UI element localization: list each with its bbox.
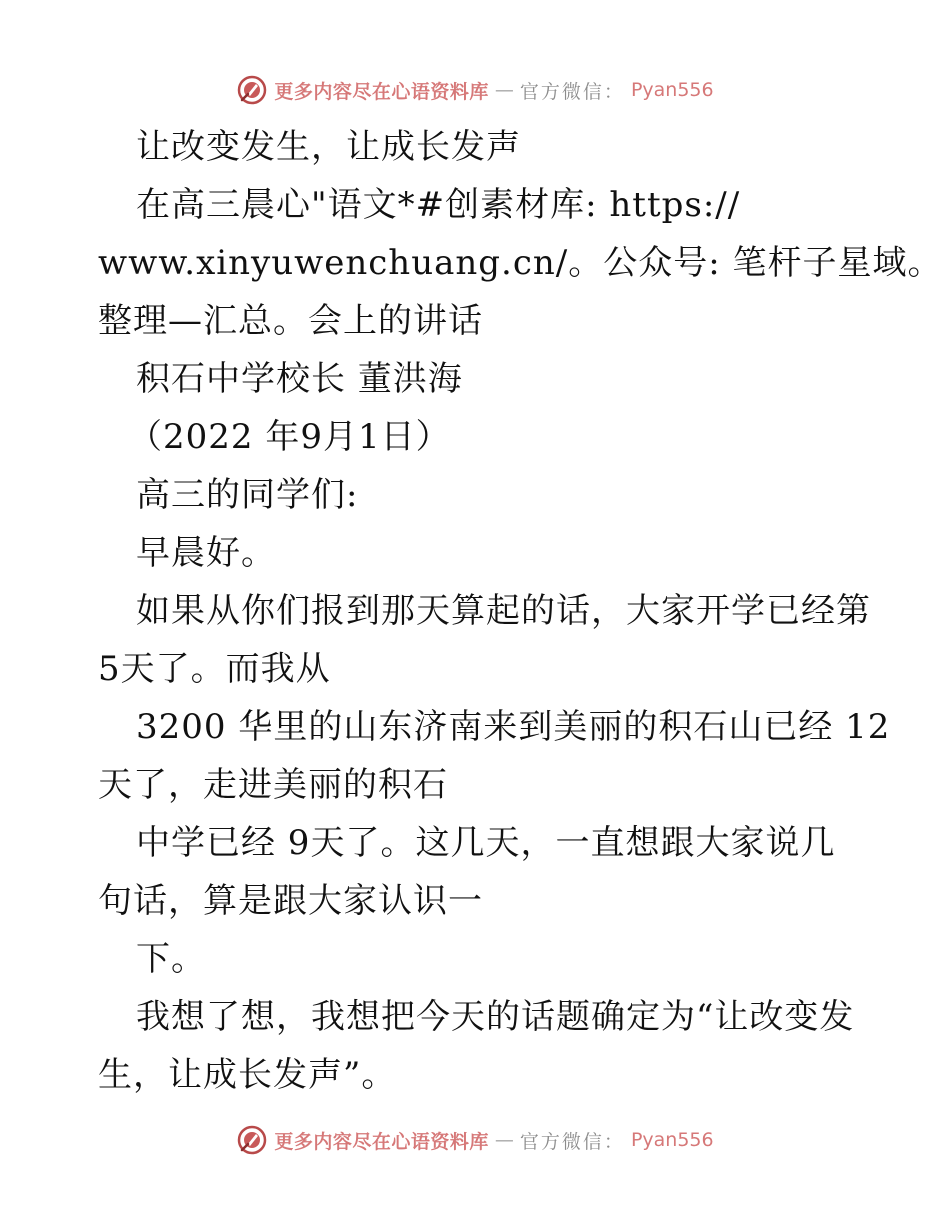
date-line: （2022 年9月1日） [128, 417, 451, 457]
pen-nib-circle-icon [236, 1124, 268, 1156]
watermark-main-text: 更多内容尽在心语资料库 [274, 1130, 489, 1153]
paragraph-line: 3200 华里的山东济南来到美丽的积石山已经 12 [136, 707, 891, 747]
watermark-main-text: 更多内容尽在心语资料库 [274, 80, 489, 103]
paragraph-line: 5天了。而我从 [98, 649, 331, 689]
salutation-line: 高三的同学们: [136, 475, 359, 515]
watermark-separator: — [494, 79, 514, 101]
watermark-label: 官方微信： [519, 80, 625, 103]
watermark-wechat-id: Pyan556 [630, 1129, 714, 1151]
paragraph-line: 生，让成长发声”。 [98, 1055, 397, 1095]
pen-nib-circle-icon [236, 74, 268, 106]
paragraph-line: 下。 [136, 939, 206, 979]
paragraph-line: 天了，走进美丽的积石 [98, 765, 448, 805]
paragraph-line: 如果从你们报到那天算起的话，大家开学已经第 [136, 591, 871, 631]
watermark-wechat-id: Pyan556 [630, 79, 714, 101]
greeting-line: 早晨好。 [136, 533, 276, 573]
author-line: 积石中学校长 董洪海 [136, 359, 463, 399]
paragraph-line: 中学已经 9天了。这几天，一直想跟大家说几 [136, 823, 836, 863]
watermark-footer [0, 1120, 950, 1160]
watermark-header [0, 70, 950, 110]
paragraph-line: 我想了想，我想把今天的话题确定为“让改变发 [136, 997, 855, 1037]
paragraph-line: 句话，算是跟大家认识一 [98, 881, 483, 921]
paragraph-line: 整理—汇总。会上的讲话 [98, 301, 483, 341]
paragraph-line: 在高三晨心"语文*#创素材库: https:// [136, 185, 741, 225]
document-body [98, 118, 943, 1104]
watermark-separator: — [494, 1129, 514, 1151]
paragraph-line: www.xinyuwenchuang.cn/。公众号: 笔杆子星域。 [98, 243, 943, 283]
watermark-label: 官方微信： [519, 1130, 625, 1153]
document-title: 让改变发生，让成长发声 [136, 127, 521, 167]
